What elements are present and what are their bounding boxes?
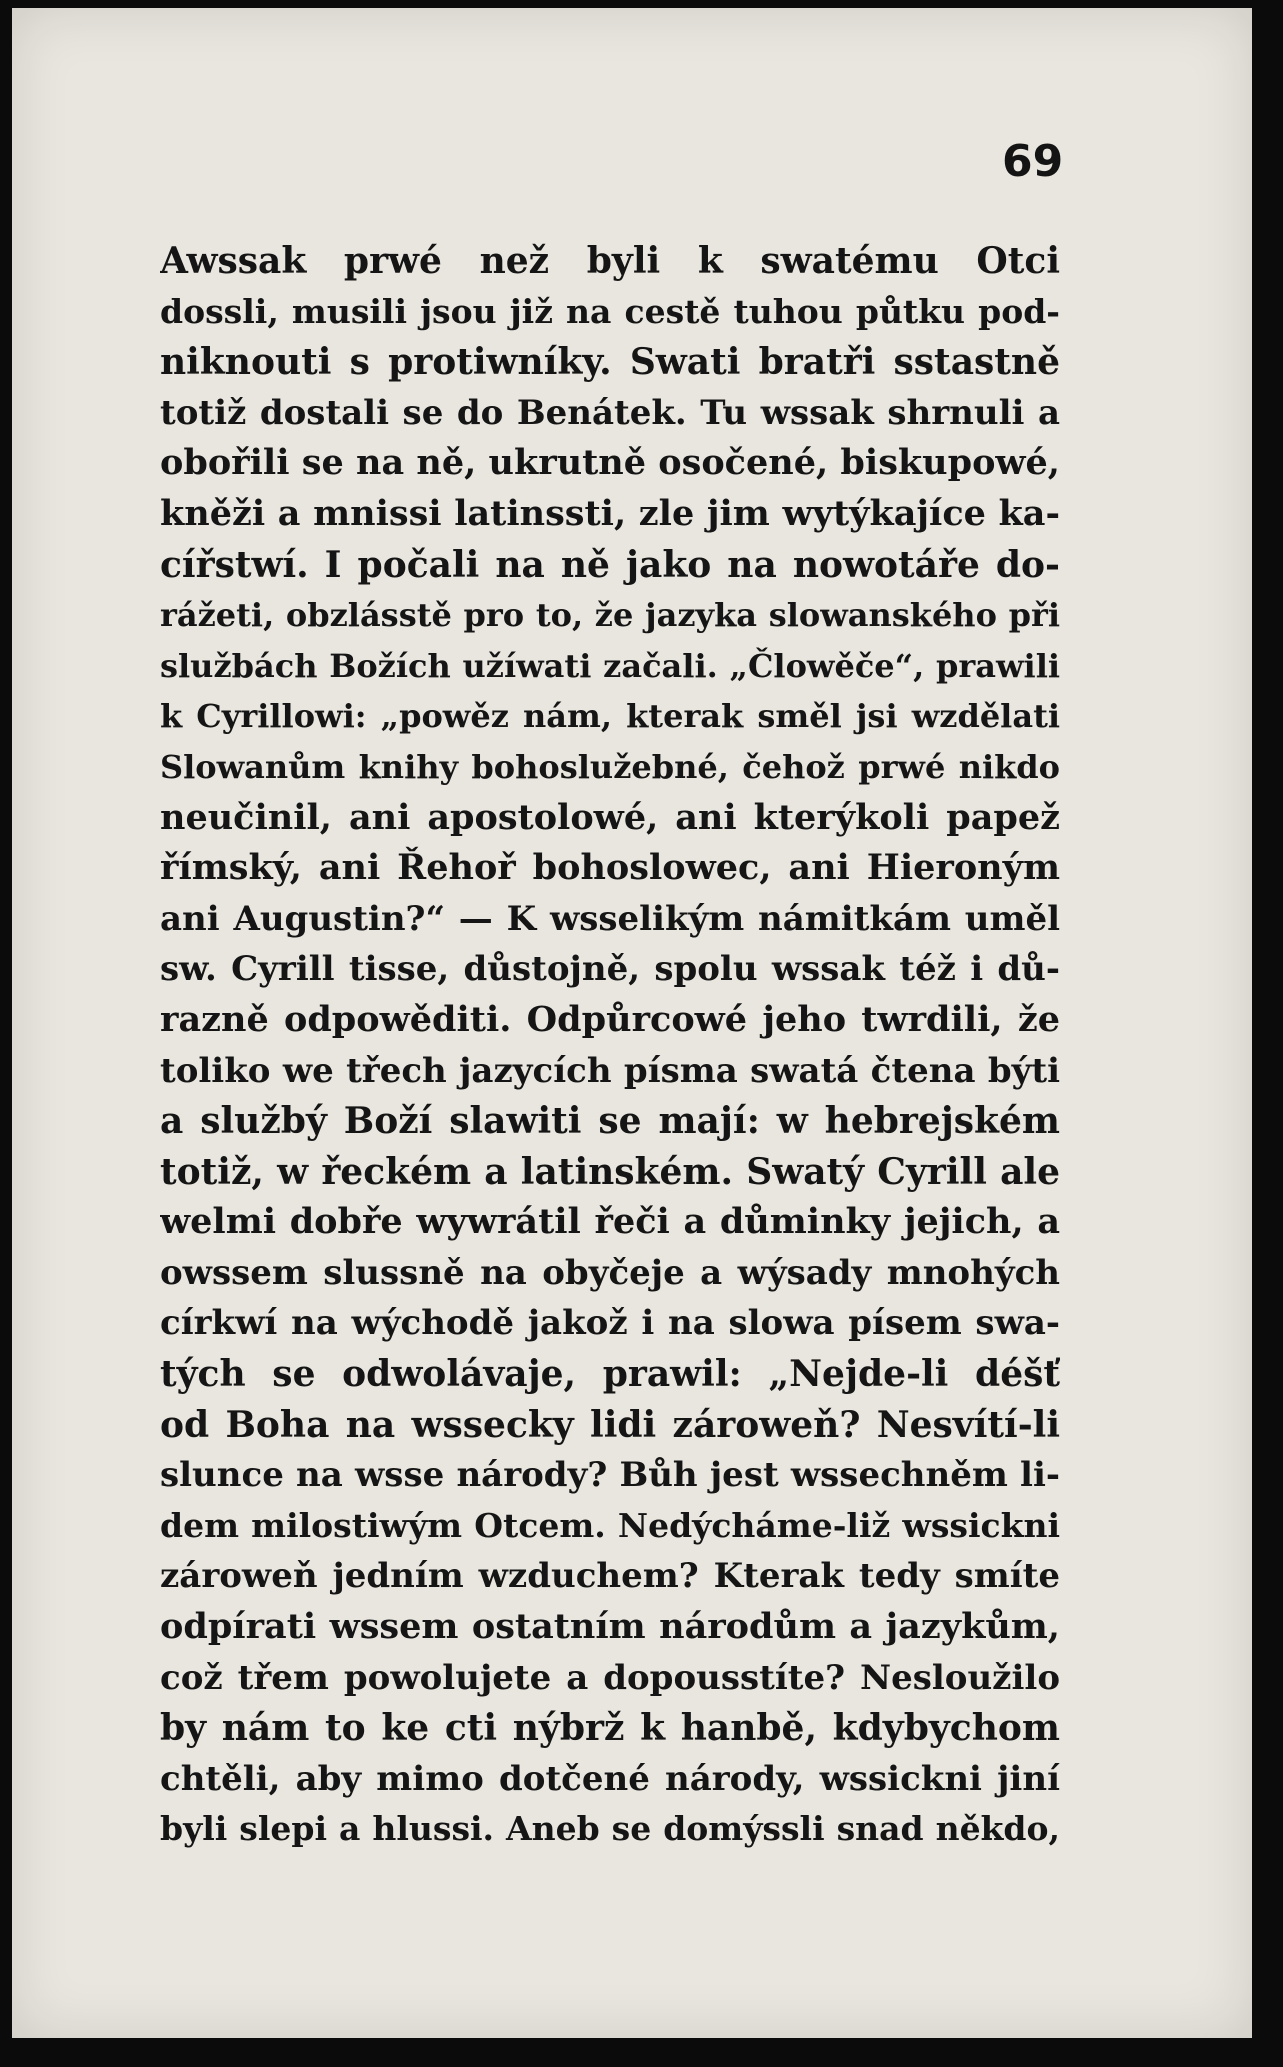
- text-line: sw. Cyrill tisse, důstojně, spolu wssak též i dů-: [160, 949, 1060, 990]
- text-line: Awssak prwé než byli k swatému Otci: [160, 240, 1060, 282]
- text-line: rážeti, obzlásstě pro to, že jazyka slowanského při: [160, 596, 1060, 635]
- text-line: odpírati wssem ostatním národům a jazykům,: [160, 1606, 1060, 1648]
- book-page: [12, 8, 1252, 2038]
- text-line: dossli, musili jsou již na cestě tuhou půtku pod-: [160, 291, 1060, 331]
- text-line: toliko we třech jazycích písma swatá čtena býti: [160, 1050, 1060, 1091]
- text-line: owssem slussně na obyčeje a wýsady mnohých: [160, 1252, 1060, 1293]
- text-line: k Cyrillowi: „powěz nám, kterak směl jsi wzdělati: [160, 697, 1060, 736]
- text-line: totiž dostali se do Benátek. Tu wssak shrnuli a: [160, 392, 1060, 433]
- text-line: cířstwí. I počali na ně jako na nowotáře do-: [160, 543, 1060, 586]
- body-text: [160, 236, 1060, 1855]
- text-line: což třem powolujete a dopousstíte? Nesloužilo: [160, 1657, 1060, 1698]
- text-line: chtěli, aby mimo dotčené národy, wssickni jiní: [160, 1758, 1060, 1799]
- text-line: niknouti s protiwníky. Swati bratři sstastně: [160, 341, 1060, 384]
- text-line: tých se odwolávaje, prawil: „Nejde-li déšť: [160, 1353, 1060, 1396]
- text-line: Slowanům knihy bohoslužebné, čehož prwé nikdo: [160, 747, 1060, 786]
- text-line: ani Augustin?“ — K wsselikým námitkám uměl: [160, 898, 1060, 939]
- text-line: obořili se na ně, ukrutně osočené, biskupowé,: [160, 442, 1060, 484]
- text-line: neučinil, ani apostolowé, ani kterýkoli papež: [160, 796, 1060, 838]
- text-line: službách Božích užíwati začali. „Člowěče“, prawili: [160, 646, 1060, 685]
- text-line: církwí na wýchodě jakož i na slowa písem swa-: [160, 1303, 1060, 1344]
- text-line: od Boha na wssecky lidi zároweň? Nesvítí-li: [160, 1403, 1060, 1446]
- text-line: totiž, w řeckém a latinském. Swatý Cyrill ale: [160, 1150, 1060, 1193]
- text-line: by nám to ke cti nýbrž k hanbě, kdybychom: [160, 1707, 1060, 1750]
- text-line: dem milostiwým Otcem. Nedýcháme-liž wssickni: [160, 1505, 1060, 1545]
- text-line: a službý Boží slawiti se mají: w hebrejském: [160, 1100, 1060, 1143]
- text-line: byli slepi a hlussi. Aneb se domýssli snad někdo,: [160, 1809, 1060, 1849]
- text-line: kněži a mnissi latinssti, zle jim wytýkajíce ka-: [160, 492, 1060, 534]
- page-number: 69: [1002, 136, 1064, 187]
- text-line: zároweň jedním wzduchem? Kterak tedy smíte: [160, 1556, 1060, 1597]
- text-line: slunce na wsse národy? Bůh jest wssechněm li-: [160, 1455, 1060, 1496]
- text-line: welmi dobře wywrátil řeči a důminky jejich, a: [160, 1201, 1060, 1243]
- text-line: razně odpowěditi. Odpůrcowé jeho twrdili, že: [160, 998, 1060, 1040]
- text-line: římský, ani Řehoř bohoslowec, ani Hieroným: [160, 847, 1060, 889]
